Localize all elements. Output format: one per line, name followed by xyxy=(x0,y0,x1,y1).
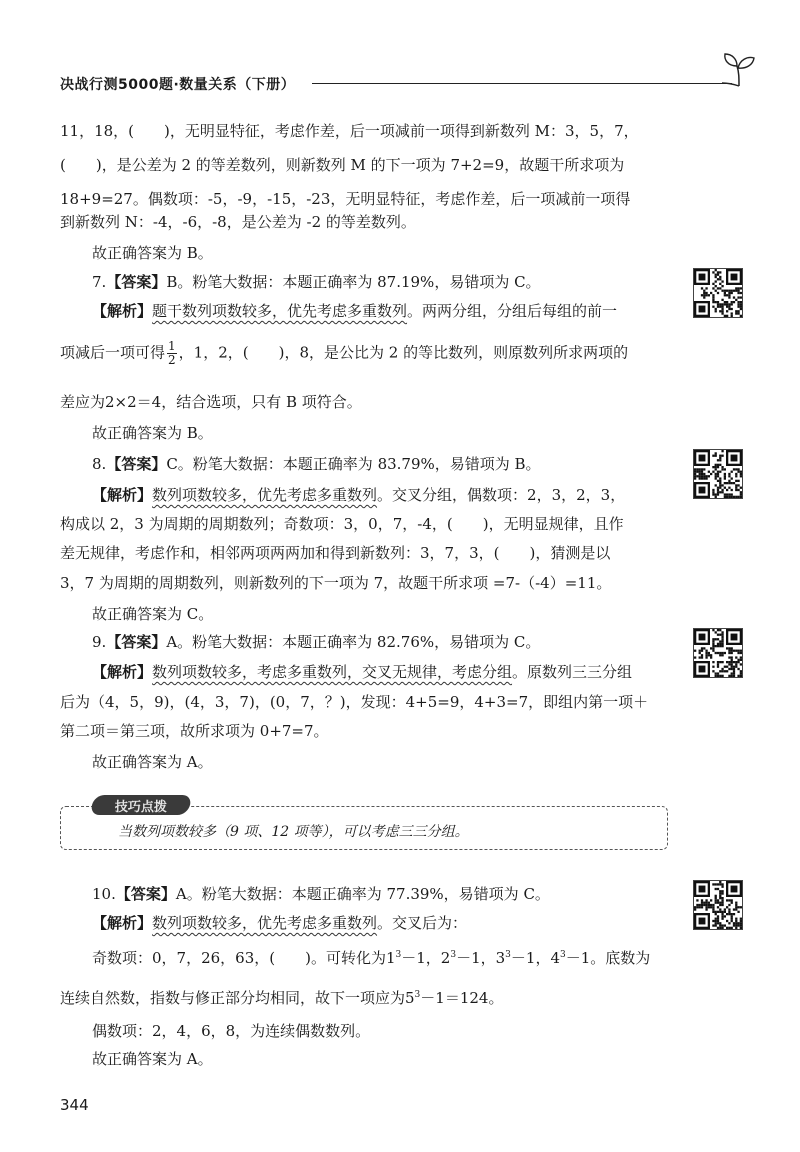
intro-line-4: 到新数列 N：-4，-6，-8，是公差为 -2 的等差数列。 xyxy=(60,213,416,231)
q10-exp-2: 3 xyxy=(450,950,457,960)
q7-key-point: 题干数列项数较多，优先考虑多重数列 xyxy=(152,302,408,320)
q10-odd-conclusion xyxy=(60,988,503,1008)
qr-pattern xyxy=(694,629,742,677)
q8-analysis-line-4: 3，7 为周期的周期数列，则新数列的下一项为 7，故题干所求项 =7-（-4）=11。 xyxy=(60,574,612,592)
q9-analysis-rest: 。原数列三三分组 xyxy=(512,663,633,681)
q7-answer-label: 【答案】 xyxy=(106,273,167,291)
q8-analysis-line-2: 构成以 2，3 为周期的周期数列；奇数项：3，0，7，-4，( )，无明显规律，且作 xyxy=(60,515,624,533)
q7-line2-pre: 项减后一项可得 xyxy=(60,343,166,362)
q7-analysis-rest: 。两两分组，分组后每组的前一 xyxy=(407,302,618,320)
q7-analysis-label: 【解析】 xyxy=(92,302,153,320)
q10-even-terms: 偶数项：2，4，6，8，为连续偶数数列。 xyxy=(92,1022,371,1040)
q9-qr-code[interactable] xyxy=(693,628,743,678)
q9-analysis-line-1 xyxy=(92,662,632,682)
intro-conclusion: 故正确答案为 B。 xyxy=(92,244,213,262)
q8-number: 8. xyxy=(92,455,107,473)
q7-answer-text: B。粉笔大数据：本题正确率为 87.19%，易错项为 C。 xyxy=(166,273,541,291)
qr-pattern xyxy=(694,450,742,498)
q7-fraction-denominator: 2 xyxy=(168,353,176,367)
intro-line-2: ( )，是公差为 2 的等差数列，则新数列 M 的下一项为 7+2=9，故题干所求项为 xyxy=(60,156,625,174)
header-rule xyxy=(312,83,732,84)
q7-qr-code[interactable] xyxy=(693,268,743,318)
q10-analysis-rest: 。交叉后为： xyxy=(377,914,468,932)
q10-term-2: －1，3 xyxy=(456,949,506,967)
q8-answer-text: C。粉笔大数据：本题正确率为 83.79%，易错项为 B。 xyxy=(166,455,541,473)
q7-analysis-line-2 xyxy=(60,340,628,367)
q7-analysis-line-1 xyxy=(92,301,617,321)
q9-number: 9. xyxy=(92,633,107,651)
q10-answer-label: 【答案】 xyxy=(115,885,176,903)
q8-analysis-line-1 xyxy=(92,485,625,505)
q8-answer xyxy=(92,454,541,474)
book-title: 决战行测5000题·数量关系（下册） xyxy=(60,77,296,93)
intro-line-1: 11，18，( )，无明显特征，考虑作差，后一项减前一项得到新数列 M：3，5，7， xyxy=(60,122,639,140)
q9-answer-label: 【答案】 xyxy=(106,633,167,651)
q9-answer xyxy=(92,632,540,652)
q8-qr-code[interactable] xyxy=(693,449,743,499)
q8-analysis-label: 【解析】 xyxy=(92,486,153,504)
q10-term-1: －1，2 xyxy=(401,949,451,967)
q8-analysis-line-3: 差无规律，考虑作和，相邻两项两两加和得到新数列：3，7，3，( )，猜测是以 xyxy=(60,544,611,562)
q8-analysis-rest: 。交叉分组，偶数项：2，3，2，3， xyxy=(377,486,626,504)
tip-tab-label: 技巧点拨 xyxy=(114,800,167,815)
q8-key-point: 数列项数较多，优先考虑多重数列 xyxy=(152,486,378,504)
q10-conclusion: 故正确答案为 A。 xyxy=(92,1050,213,1068)
intro-line-3: 18+9=27。偶数项：-5，-9，-15，-23，无明显特征，考虑作差，后一项减前一项得 xyxy=(60,190,631,208)
qr-pattern xyxy=(694,881,742,929)
q9-conclusion: 故正确答案为 A。 xyxy=(92,753,213,771)
q10-key-point: 数列项数较多，优先考虑多重数列 xyxy=(152,914,378,932)
q10-line3-post: －1＝124。 xyxy=(420,989,504,1007)
q9-answer-text: A。粉笔大数据：本题正确率为 82.76%，易错项为 C。 xyxy=(166,633,541,651)
q10-exp-1: 3 xyxy=(395,950,402,960)
q10-exp-4: 3 xyxy=(560,950,566,960)
q10-exp-5: 3 xyxy=(414,990,421,1000)
q10-odd-terms xyxy=(92,948,650,968)
qr-pattern xyxy=(694,269,742,317)
q10-answer xyxy=(92,884,550,904)
q7-answer xyxy=(92,272,541,292)
q10-analysis-label: 【解析】 xyxy=(92,914,153,932)
page-number: 344 xyxy=(60,1096,89,1114)
running-header xyxy=(60,70,740,100)
q7-analysis-line-3: 差应为2×2＝4，结合选项，只有 B 项符合。 xyxy=(60,393,362,411)
q7-fraction xyxy=(167,340,177,367)
q7-line2-post: ，1，2，( )，8，是公比为 2 的等比数列，则原数列所求两项的 xyxy=(178,343,629,362)
q10-term-3: －1，4 xyxy=(510,949,560,967)
q10-number: 10. xyxy=(92,885,116,903)
q10-qr-code[interactable] xyxy=(693,880,743,930)
q9-analysis-line-2: 后为（4，5，9)，(4，3，7)，(0，7，？)，发现：4+5=9，4+3=7，即组内第一项＋ xyxy=(60,693,649,711)
q7-number: 7. xyxy=(92,273,107,291)
tip-text: 当数列项数较多（9 项、12 项等），可以考虑三三分组。 xyxy=(118,824,469,840)
q9-analysis-line-3: 第二项＝第三项，故所求项为 0+7=7。 xyxy=(60,722,329,740)
q10-line3-pre: 连续自然数，指数与修正部分均相同，故下一项应为5 xyxy=(60,989,415,1007)
q9-key-point: 数列项数较多，考虑多重数列，交叉无规律，考虑分组 xyxy=(152,663,513,681)
q8-answer-label: 【答案】 xyxy=(106,455,167,473)
sprout-icon xyxy=(722,52,756,88)
q10-exp-3: 3 xyxy=(505,950,511,960)
q9-analysis-label: 【解析】 xyxy=(92,663,153,681)
q10-odd-pre: 奇数项：0，7，26，63，( )。可转化为1 xyxy=(92,949,396,967)
q7-conclusion: 故正确答案为 B。 xyxy=(92,424,213,442)
tip-tab xyxy=(90,795,193,815)
q7-fraction-numerator: 1 xyxy=(168,339,176,353)
q10-term-4: －1。底数为 xyxy=(565,949,651,967)
q10-answer-text: A。粉笔大数据：本题正确率为 77.39%，易错项为 C。 xyxy=(175,885,550,903)
q8-conclusion: 故正确答案为 C。 xyxy=(92,605,214,623)
q10-analysis-line-1 xyxy=(92,913,467,933)
